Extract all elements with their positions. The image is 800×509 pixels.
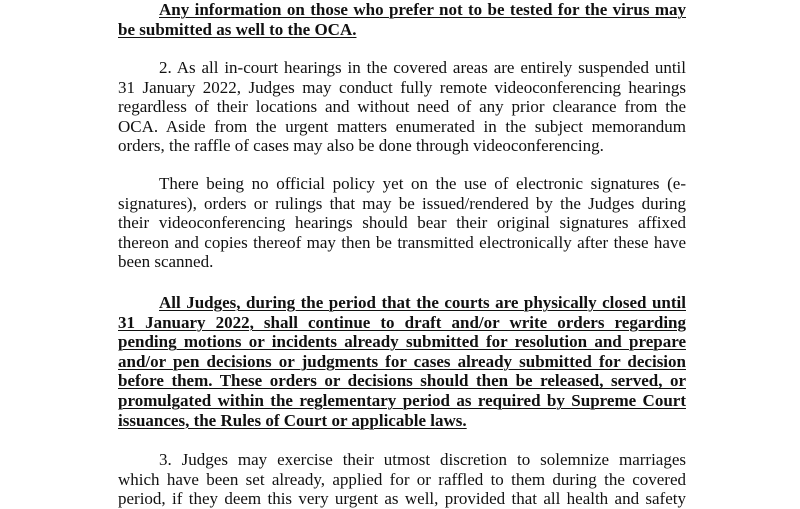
text-line: thereon and copies thereof may then be transmitted electronically after these have — [118, 232, 686, 252]
text-line: orders, the raffle of cases may also be done through videoconferencing. — [118, 136, 604, 156]
text-line: before them. These orders or decisions should then be released, served, or — [118, 371, 686, 391]
text-line: Any information on those who prefer not to be tested for the virus may — [159, 0, 686, 19]
text-line: and/or pen decisions or judgments for cases already submitted for decision — [118, 351, 686, 371]
paragraph-2-videoconferencing — [118, 58, 686, 156]
paragraph-judges-draft-orders — [118, 293, 686, 430]
text-line: period, if they deem this very urgent as well, provided that all health and safety — [118, 489, 686, 509]
text-line: regardless of their locations and without need of any prior clearance from the — [118, 97, 686, 117]
text-line: All Judges, during the period that the courts are physically closed until — [159, 293, 686, 312]
text-line: be submitted as well to the OCA. — [118, 19, 357, 39]
text-line: 31 January 2022, Judges may conduct fully remote videoconferencing hearings — [118, 77, 686, 97]
text-line: signatures), orders or rulings that may be issued/rendered by the Judges during — [118, 193, 686, 213]
text-line: pending motions or incidents already submitted for resolution and prepare — [118, 332, 686, 352]
text-line: been scanned. — [118, 252, 214, 272]
text-line: promulgated within the reglementary period as required by Supreme Court — [118, 390, 686, 410]
text-line: There being no official policy yet on the use of electronic signatures (e- — [159, 174, 686, 193]
text-line: which have been set already, applied for or raffled to them during the covered — [118, 469, 686, 489]
text-line: 31 January 2022, shall continue to draft and/or write orders regarding — [118, 312, 686, 332]
text-line: 3. Judges may exercise their utmost discretion to solemnize marriages — [159, 450, 686, 469]
paragraph-untested-info — [118, 0, 686, 39]
text-line: issuances, the Rules of Court or applicable laws. — [118, 410, 467, 430]
text-line: their videoconferencing hearings should bear their original signatures affixed — [118, 213, 686, 233]
paragraph-e-signatures — [118, 174, 686, 272]
text-line: OCA. Aside from the urgent matters enumerated in the subject memorandum — [118, 116, 686, 136]
text-line: 2. As all in-court hearings in the covered areas are entirely suspended until — [159, 58, 686, 77]
